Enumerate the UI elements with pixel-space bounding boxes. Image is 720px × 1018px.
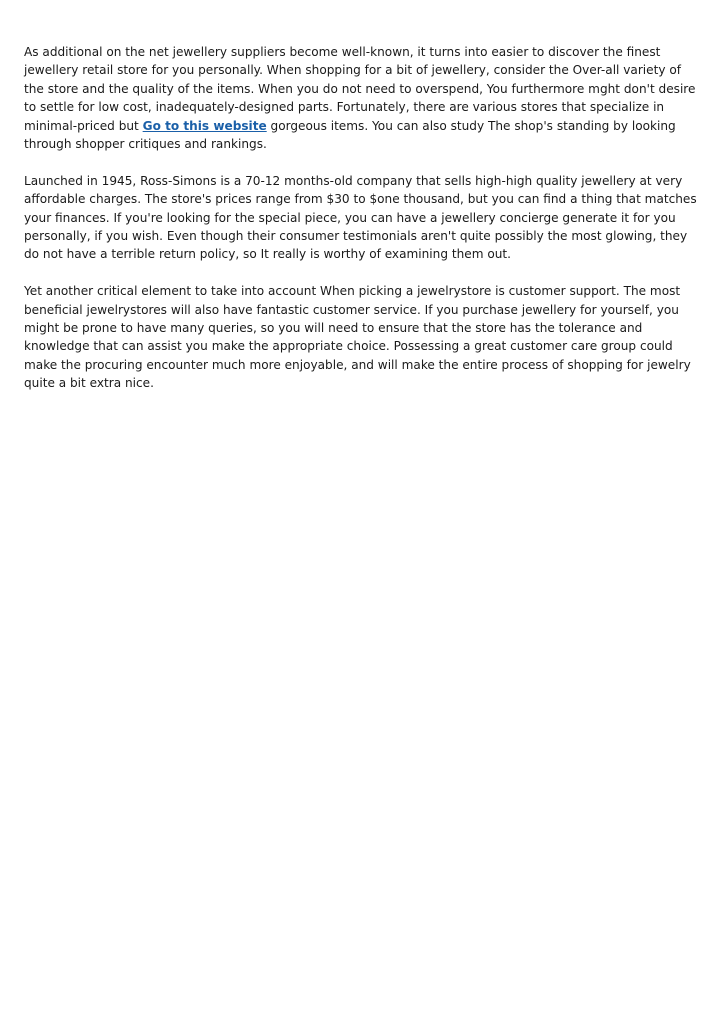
document-body [24, 43, 698, 411]
paragraph-1-text-after-link: gorgeous items. You can also study The shop's standing by looking through shopper critiques and rankings. [24, 118, 676, 152]
paragraph-3: Yet another critical element to take into account When picking a jewelrystore is customer support. The most beneficial jewelrystores will also have fantastic customer service. If you purchase jewellery for yourself, you might be prone to have many queries, so you will need to ensure that the store has the tolerance and knowledge that can assist you make the appropriate choice. Possessing a great customer care group could make the procuring encounter much more enjoyable, and will make the entire process of shopping for jewelry quite a bit extra nice. [24, 284, 691, 391]
go-to-website-link[interactable]: Go to this website [142, 118, 267, 133]
paragraph-1-text-before-link: As additional on the net jewellery suppliers become well-known, it turns into easier to discover the finest jewellery retail store for you personally. When shopping for a bit of jewellery, consider the Over-all variety of the store and the quality of the items. When you do not need to overspend, You furthermore mght don't desire to settle for low cost, inadequately-designed parts. Fortunately, there are various stores that specialize in minimal-priced but [24, 45, 696, 133]
paragraph-1 [24, 43, 698, 153]
paragraph-2: Launched in 1945, Ross-Simons is a 70-12 months-old company that sells high-high quality jewellery at very affordable charges. The store's prices range from $30 to $one thousand, but you can find a thing that matches your finances. If you're looking for the special piece, you can have a jewellery concierge generate it for you personally, if you wish. Even though their consumer testimonials aren't quite possibly the most glowing, they do not have a terrible return policy, so It really is worthy of examining them out. [24, 173, 697, 262]
